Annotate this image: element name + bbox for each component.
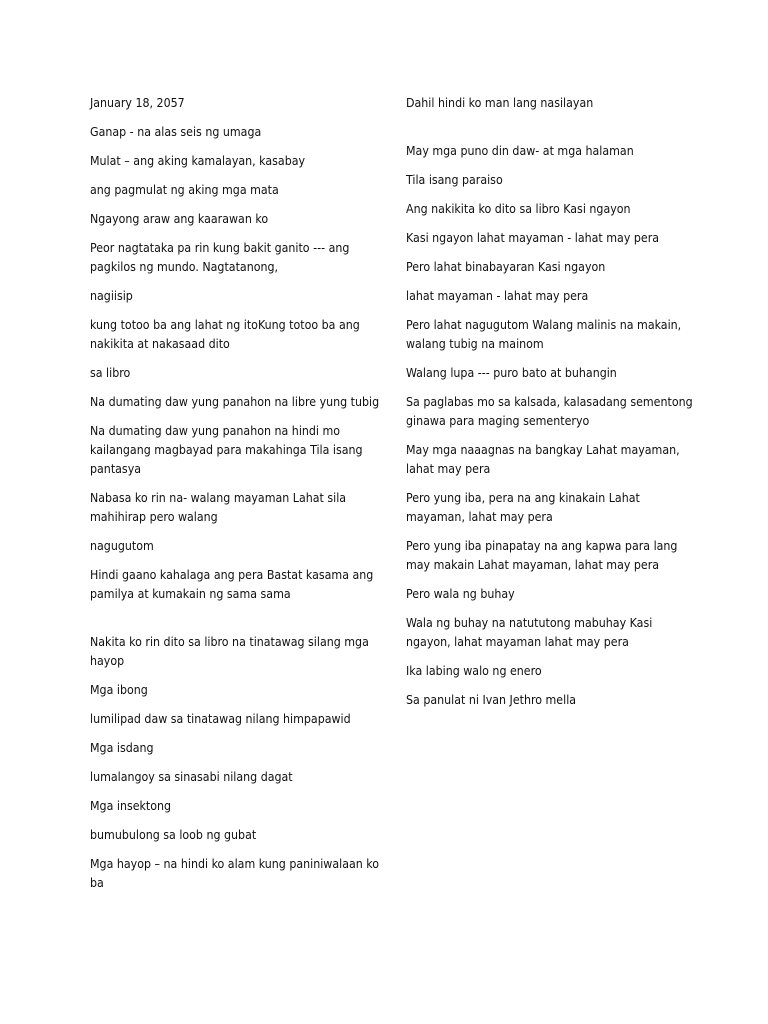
poem-line: Sa paglabas mo sa kalsada, kalasadang sementong ginawa para maging sementeryo bbox=[406, 395, 693, 428]
poem-line: Pero wala ng buhay bbox=[406, 587, 515, 601]
poem-line: Tila isang paraiso bbox=[406, 173, 503, 187]
stanza-break bbox=[90, 614, 380, 633]
poem-line: Kasi ngayon lahat mayaman - lahat may pera bbox=[406, 231, 660, 245]
poem-line: Nabasa ko rin na- walang mayaman Lahat sila mahihirap pero walang bbox=[90, 491, 347, 524]
poem-line: bumubulong sa loob ng gubat bbox=[90, 828, 257, 842]
poem-line: Dahil hindi ko man lang nasilayan bbox=[406, 96, 594, 110]
poem-line: lumalangoy sa sinasabi nilang dagat bbox=[90, 770, 293, 784]
author-line: Sa panulat ni Ivan Jethro mella bbox=[406, 693, 577, 707]
poem-line: Nakita ko rin dito sa libro na tinatawag silang mga hayop bbox=[90, 635, 369, 668]
poem-line: Na dumating daw yung panahon na libre yung tubig bbox=[90, 395, 380, 409]
poem-line: Ang nakikita ko dito sa libro Kasi ngayon bbox=[406, 202, 631, 216]
poem-line: May mga puno din daw- at mga halaman bbox=[406, 144, 634, 158]
poem-line: sa libro bbox=[90, 366, 131, 380]
left-column bbox=[90, 94, 380, 903]
poem-line: lahat mayaman - lahat may pera bbox=[406, 289, 589, 303]
poem-line: Mga isdang bbox=[90, 741, 154, 755]
poem-line: Walang lupa --- puro bato at buhangin bbox=[406, 366, 617, 380]
poem-line: Pero yung iba pinapatay na ang kapwa para lang may makain Lahat mayaman, lahat may pera bbox=[406, 539, 678, 572]
poem-line: Pero lahat nagugutom Walang malinis na makain, walang tubig na mainom bbox=[406, 318, 682, 351]
poem-line: Ganap - na alas seis ng umaga bbox=[90, 125, 262, 139]
poem-line: Pero yung iba, pera na ang kinakain Lahat mayaman, lahat may pera bbox=[406, 491, 640, 524]
poem-line: ang pagmulat ng aking mga mata bbox=[90, 183, 279, 197]
poem-line: Ika labing walo ng enero bbox=[406, 664, 542, 678]
stanza-break bbox=[406, 123, 696, 142]
poem-line: Mga insektong bbox=[90, 799, 172, 813]
date-line: January 18, 2057 bbox=[90, 96, 185, 110]
poem-line: Hindi gaano kahalaga ang pera Bastat kasama ang pamilya at kumakain ng sama sama bbox=[90, 568, 374, 601]
poem-line: Mga ibong bbox=[90, 683, 148, 697]
poem-line: nagiisip bbox=[90, 289, 133, 303]
poem-line: Na dumating daw yung panahon na hindi mo kailangang magbayad para makahinga Tila isang pantasya bbox=[90, 424, 363, 476]
poem-line: Mga hayop – na hindi ko alam kung paniniwalaan ko ba bbox=[90, 857, 380, 890]
poem-line: Peor nagtataka pa rin kung bakit ganito --- ang pagkilos ng mundo. Nagtatanong, bbox=[90, 241, 350, 274]
right-column bbox=[406, 94, 696, 720]
poem-line: Wala ng buhay na natututong mabuhay Kasi ngayon, lahat mayaman lahat may pera bbox=[406, 616, 653, 649]
poem-line: Mulat – ang aking kamalayan, kasabay bbox=[90, 154, 306, 168]
poem-line: nagugutom bbox=[90, 539, 154, 553]
poem-line: kung totoo ba ang lahat ng itoKung totoo ba ang nakikita at nakasaad dito bbox=[90, 318, 360, 351]
poem-line: Pero lahat binabayaran Kasi ngayon bbox=[406, 260, 606, 274]
poem-line: lumilipad daw sa tinatawag nilang himpapawid bbox=[90, 712, 351, 726]
poem-line: May mga naaagnas na bangkay Lahat mayaman, lahat may pera bbox=[406, 443, 680, 476]
poem-line: Ngayong araw ang kaarawan ko bbox=[90, 212, 269, 226]
